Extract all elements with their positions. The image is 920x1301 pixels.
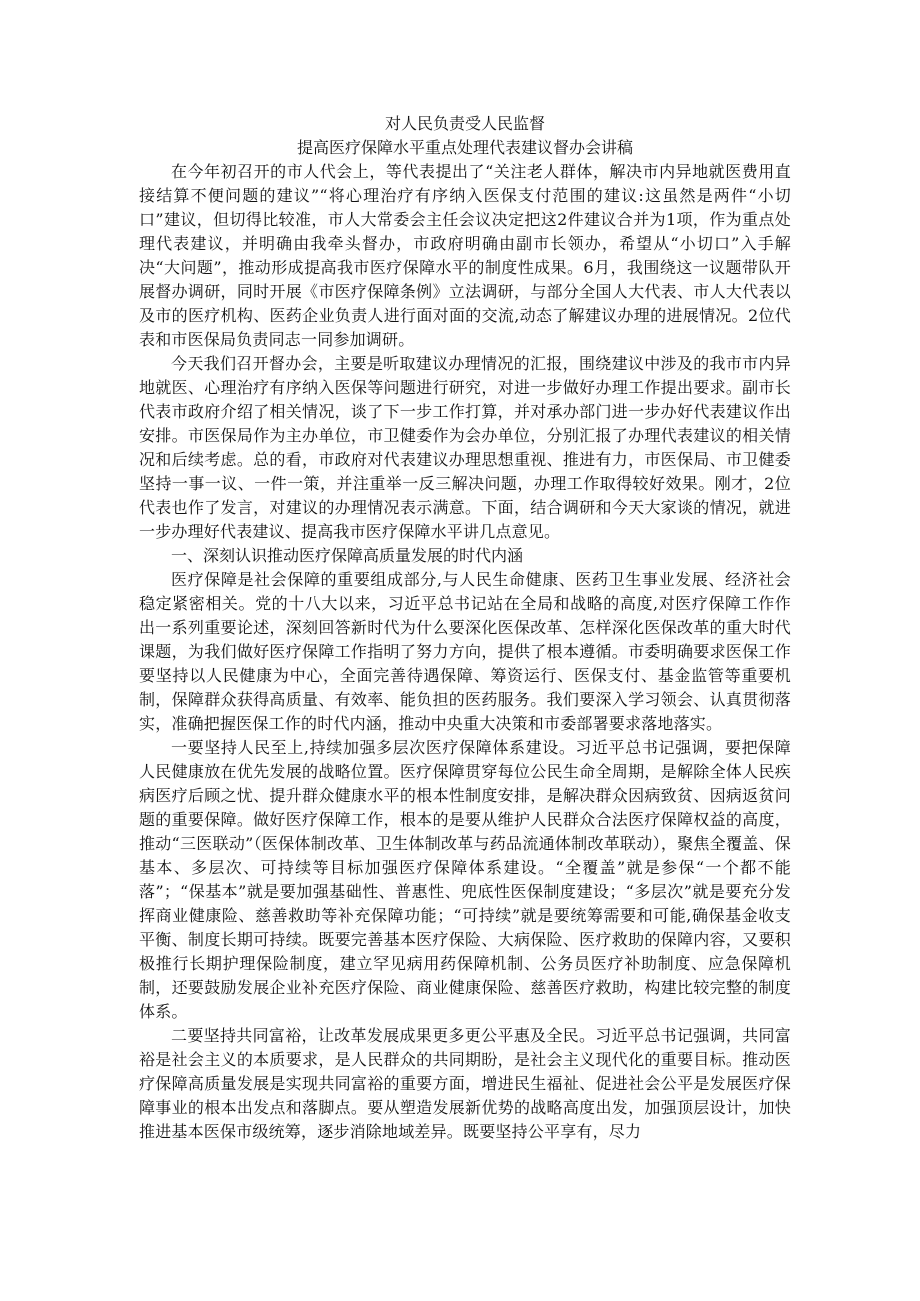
body-paragraph: 在今年初召开的市人代会上，等代表提出了“关注老人群体，解决市内异地就医费用直接结算不便问题的建议”“将心理治疗有序纳入医保支付范围的建议:这虽然是两件“小切口”建议，但切得比较准，市人大常委会主任会议决定把这2件建议合并为1项，作为重点处理代表建议，并明确由我牵头督办，市政府明确由副市长领办，希望从“小切口”入手解决“大问题”，推动形成提高我市医疗保障水平的制度性成果。6月，我围绕这一议题带队开展督办调研，同时开展《市医疗保障条例》立法调研，与部分全国人大代表、市人大代表以及市的医疗机构、医药企业负责人进行面对面的交流,动态了解建议办理的进展情况。2位代表和市医保局负责同志一同参加调研。 (139, 162, 791, 349)
body-paragraph: 一要坚持人民至上,持续加强多层次医疗保障体系建设。习近平总书记强调，要把保障人民健康放在优先发展的战略位置。医疗保障贯穿每位公民生命全周期，是解除全体人民疾病医疗后顾之忧、提升群众健康水平的根本性制度安排，是解决群众因病致贫、因病返贫问题的重要保障。做好医疗保障工作，根本的是要从维护人民群众合法医疗保障权益的高度，推动“三医联动”（医保体制改革、卫生体制改革与药品流通体制改革联动），聚焦全覆盖、保基本、多层次、可持续等目标加强医疗保障体系建设。“全覆盖”就是参保“一个都不能落”；“保基本”就是要加强基础性、普惠性、兜底性医保制度建设；“多层次”就是要充分发挥商业健康险、慈善救助等补充保障功能；“可持续”就是要统筹需要和可能,确保基金收支平衡、制度长期可持续。既要完善基本医疗保险、大病保险、医疗救助的保障内容，又要积极推行长期护理保险制度，建立罕见病用药保障机制、公务员医疗补助制度、应急保障机制，还要鼓励发展企业补充医疗保险、商业健康保险、慈善医疗救助，构建比较完整的制度体系。 (139, 738, 791, 1021)
document-title-line-1: 对人民负责受人民监督 (384, 114, 545, 133)
section-heading: 一、深刻认识推动医疗保障高质量发展的时代内涵 (171, 546, 524, 565)
body-paragraph: 二要坚持共同富裕，让改革发展成果更多更公平惠及全民。习近平总书记强调，共同富裕是社会主义的本质要求，是人民群众的共同期盼，是社会主义现代化的重要目标。推动医疗保障高质量发展是实现共同富裕的重要方面，增进民生福祉、促进社会公平是发展医疗保障事业的根本出发点和落脚点。要从塑造发展新优势的战略高度出发，加强顶层设计，加快推进基本医保市级统筹，逐步消除地域差异。既要坚持公平享有，尽力 (139, 1026, 791, 1141)
document-title-line-2: 提高医疗保障水平重点处理代表建议督办会讲稿 (296, 138, 633, 157)
document-page (139, 112, 791, 1144)
body-paragraph: 医疗保障是社会保障的重要组成部分,与人民生命健康、医药卫生事业发展、经济社会稳定紧密相关。党的十八大以来，习近平总书记站在全局和战略的高度,对医疗保障工作作出一系列重要论述，深刻回答新时代为什么要深化医保改革、怎样深化医保改革的重大时代课题，为我们做好医疗保障工作指明了努力方向，提供了根本遵循。市委明确要求医保工作要坚持以人民健康为中心，全面完善待遇保障、筹资运行、医保支付、基金监管等重要机制，保障群众获得高质量、有效率、能负担的医药服务。我们要深入学习领会、认真贯彻落实，准确把握医保工作的时代内涵，推动中央重大决策和市委部署要求落地落实。 (139, 570, 791, 733)
body-paragraph: 今天我们召开督办会，主要是听取建议办理情况的汇报，围绕建议中涉及的我市市内异地就医、心理治疗有序纳入医保等问题进行研究，对进一步做好办理工作提出要求。副市长代表市政府介绍了相关情况，谈了下一步工作打算，并对承办部门进一步办好代表建议作出安排。市医保局作为主办单位，市卫健委作为会办单位，分别汇报了办理代表建议的相关情况和后续考虑。总的看，市政府对代表建议办理思想重视、推进有力，市医保局、市卫健委坚持一事一议、一件一策，并注重举一反三解决问题，办理工作取得较好效果。刚才，2位代表也作了发言，对建议的办理情况表示满意。下面，结合调研和今天大家谈的情况，就进一步办理好代表建议、提高我市医疗保障水平讲几点意见。 (139, 354, 791, 541)
